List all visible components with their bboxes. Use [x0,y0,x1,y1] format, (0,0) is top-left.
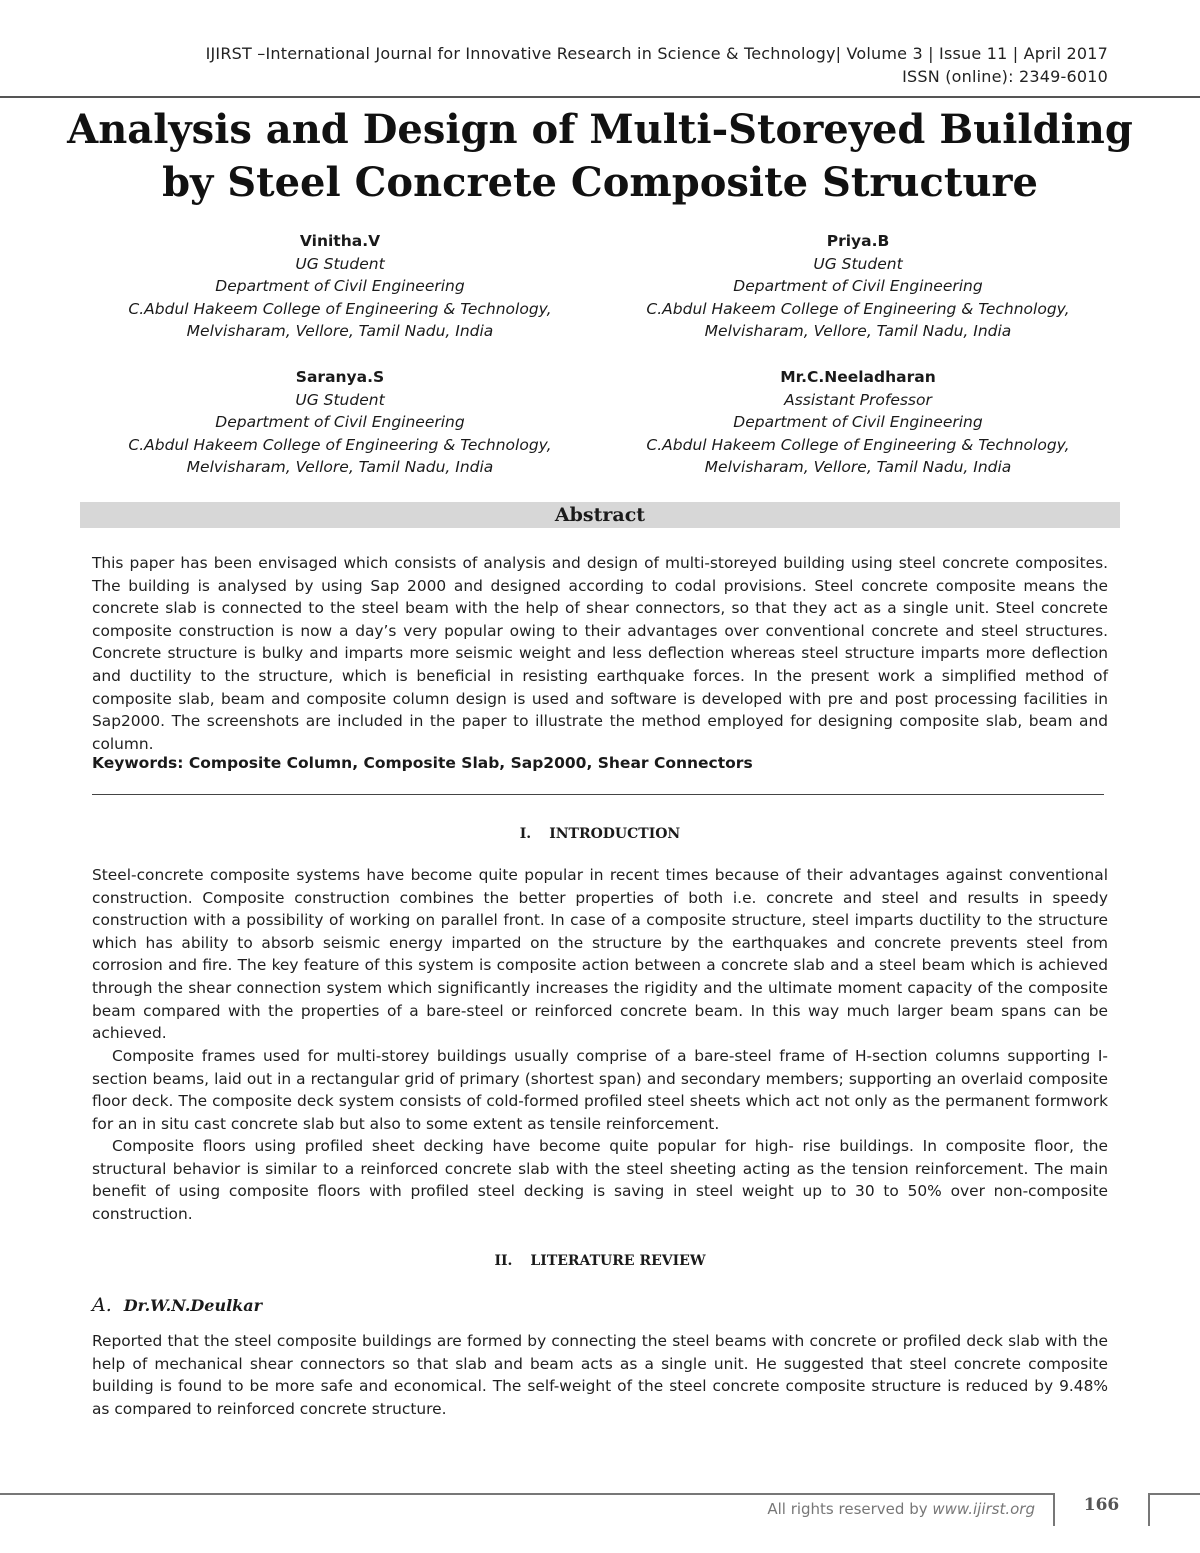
abstract-divider [92,794,1104,795]
intro-paragraph: Composite floors using profiled sheet decking have become quite popular for high- rise buildings. In composite floor, the structural behavior is similar to a reinforced concrete slab with the steel sheeting acting as the tension reinforcement. The main benefit of using composite floors with profiled steel decking is saving in steel weight up to 30 to 50% over non-composite construction. [92,1137,1108,1223]
section-heading-literature-review [0,1253,1200,1269]
author-college: C.Abdul Hakeem College of Engineering & Technology, [646,435,1070,454]
subsection-letter: A. [92,1294,112,1316]
author-location: Melvisharam, Vellore, Tamil Nadu, India [704,458,1012,476]
author-college: C.Abdul Hakeem College of Engineering & Technology, [646,299,1070,318]
author-location: Melvisharam, Vellore, Tamil Nadu, India [186,458,494,476]
page-number: 166 [1083,1495,1120,1515]
subsection-name: Dr.W.N.Deulkar [123,1296,263,1315]
abstract-text: This paper has been envisaged which consists of analysis and design of multi-storeyed building using steel concrete composites. The building is analysed by using Sap 2000 and designed according to codal provisions. Steel concrete composite means the concrete slab is connected to the steel beam with the help of shear connectors, so that they act as a single unit. Steel concrete composite construction is now a day’s very popular owing to their advantages over conventional concrete and steel structures. Concrete structure is bulky and imparts more seismic weight and less deflection whereas steel structure imparts more deflection and ductility to the structure, which is beneficial in resisting earthquake forces. In the present work a simplified method of composite slab, beam and composite column design is used and software is developed with pre and post processing facilities in Sap2000. The screenshots are included in the paper to illustrate the method employed for designing composite slab, beam and column. [92,554,1108,753]
paper-title-line-2: by Steel Concrete Composite Structure [162,159,1038,206]
author-block [80,230,600,343]
author-department: Department of Civil Engineering [215,277,465,295]
footer-divider [0,1493,1055,1495]
section-heading-introduction [0,826,1200,842]
issn-line: ISSN (online): 2349-6010 [902,67,1108,86]
section-number: II. [494,1253,513,1269]
site-link[interactable]: www.ijirst.org [932,1500,1035,1518]
author-role: UG Student [813,254,903,273]
author-role: UG Student [295,254,385,273]
author-role: Assistant Professor [784,390,932,409]
author-college: C.Abdul Hakeem College of Engineering & Technology, [128,299,552,318]
page-box-right-edge [1148,1493,1150,1526]
abstract-heading: Abstract [80,502,1120,528]
author-location: Melvisharam, Vellore, Tamil Nadu, India [186,322,494,340]
subsection-heading [92,1294,262,1316]
author-role: UG Student [295,390,385,409]
rights-text: All rights reserved by [767,1500,928,1518]
author-block [598,230,1118,343]
author-name: Priya.B [826,232,890,250]
paper-title-line-1: Analysis and Design of Multi-Storeyed Building [67,106,1133,153]
section-title: INTRODUCTION [549,826,681,842]
footer-divider-right [1148,1493,1200,1495]
author-department: Department of Civil Engineering [733,413,983,431]
header-divider [0,96,1200,98]
author-department: Department of Civil Engineering [733,277,983,295]
author-name: Mr.C.Neeladharan [780,368,936,386]
author-location: Melvisharam, Vellore, Tamil Nadu, India [704,322,1012,340]
keywords: Keywords: Composite Column, Composite Slab, Sap2000, Shear Connectors [92,754,753,772]
author-college: C.Abdul Hakeem College of Engineering & Technology, [128,435,552,454]
footer-rights [767,1500,1035,1518]
author-name: Vinitha.V [299,232,381,250]
author-department: Department of Civil Engineering [215,413,465,431]
section-title: LITERATURE REVIEW [530,1253,706,1269]
journal-header: IJIRST –International Journal for Innovative Research in Science & Technology| Volume 3 | Issue 11 | April 2017 [205,44,1108,63]
section-number: I. [519,826,532,842]
author-block [598,366,1118,479]
intro-paragraph: Composite frames used for multi-storey buildings usually comprise of a bare-steel frame of H-section columns supporting I-section beams, laid out in a rectangular grid of primary (shortest span) and secondary members; supporting an overlaid composite floor deck. The composite deck system consists of cold-formed profiled steel sheets which act not only as the permanent formwork for an in situ cast concrete slab but also to some extent as tensile reinforcement. [92,1047,1108,1133]
literature-paragraph: Reported that the steel composite buildings are formed by connecting the steel beams with concrete or profiled deck slab with the help of mechanical shear connectors so that slab and beam acts as a single unit. He suggested that steel concrete composite building is found to be more safe and economical. The self-weight of the steel concrete composite structure is reduced by 9.48% as compared to reinforced concrete structure. [92,1332,1108,1418]
author-name: Saranya.S [295,368,385,386]
intro-paragraph: Steel-concrete composite systems have become quite popular in recent times because of their advantages against conventional construction. Composite construction combines the better properties of both i.e. concrete and steel and results in speedy construction with a possibility of working on parallel front. In case of a composite structure, steel imparts ductility to the structure which has ability to absorb seismic energy imparted on the structure by the earthquakes and concrete prevents steel from corrosion and fire. The key feature of this system is composite action between a concrete slab and a steel beam which is achieved through the shear connection system which significantly increases the rigidity and the ultimate moment capacity of the composite beam compared with the properties of a bare-steel or reinforced concrete beam. In this way much larger beam spans can be achieved. [92,866,1108,1043]
author-block [80,366,600,479]
